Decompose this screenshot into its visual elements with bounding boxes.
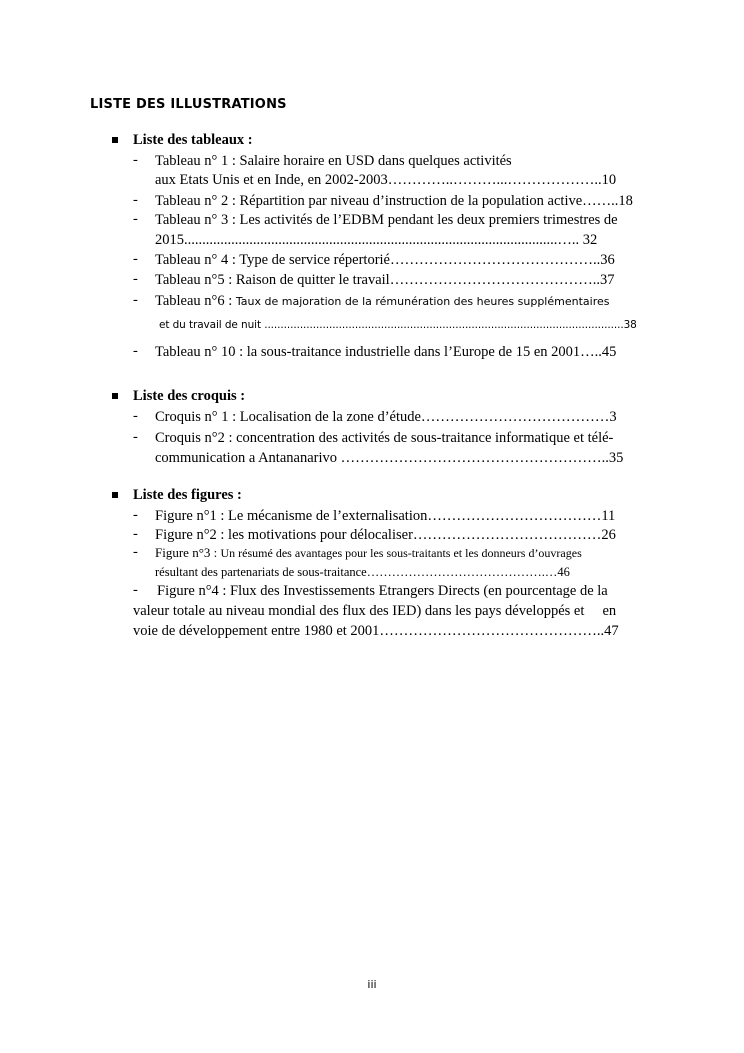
list-item-croquis-1: Croquis n° 1 : Localisation de la zone d’étude…………………………………3 bbox=[155, 409, 617, 425]
list-item-croquis-2-line2: communication a Antananarivo ………………………………………………..35 bbox=[155, 450, 624, 466]
dash: - bbox=[133, 211, 138, 227]
list-item-figure-4-line3: voie de développement entre 1980 et 2001………………………………………..47 bbox=[133, 623, 619, 639]
list-item-tableau-3-line2: 2015.......................................................................................................….. 32 bbox=[155, 232, 598, 248]
list-item-tableau-6-line1 bbox=[155, 292, 609, 310]
section-heading-tableaux: Liste des tableaux : bbox=[133, 132, 253, 148]
list-item-tableau-1-line2: aux Etats Unis et en Inde, en 2002-2003…………..………...………………..10 bbox=[155, 172, 617, 188]
dash: - bbox=[133, 429, 138, 445]
list-item-figure-1: Figure n°1 : Le mécanisme de l’externalisation………………………………11 bbox=[155, 508, 616, 524]
list-item-tableau-5: Tableau n°5 : Raison de quitter le travail……………………………………..37 bbox=[155, 272, 615, 288]
bullet-tableaux bbox=[112, 137, 118, 143]
list-item-figure-4-line1: Figure n°4 : Flux des Investissements Etrangers Directs (en pourcentage de la bbox=[157, 583, 608, 599]
section-heading-croquis: Liste des croquis : bbox=[133, 388, 246, 404]
list-item-tableau-6-line2: et du travail de nuit ...............................................................................................................38 bbox=[159, 319, 637, 331]
dash: - bbox=[133, 292, 138, 308]
dash: - bbox=[133, 526, 138, 542]
dash: - bbox=[133, 271, 138, 287]
dash: - bbox=[133, 408, 138, 424]
list-item-tableau-2: Tableau n° 2 : Répartition par niveau d’instruction de la population active……..18 bbox=[155, 193, 633, 209]
list-item-figure-3-line1 bbox=[155, 544, 582, 562]
list-item-tableau-1-line1: Tableau n° 1 : Salaire horaire en USD dans quelques activités bbox=[155, 153, 512, 169]
page-number: iii bbox=[367, 978, 377, 991]
bullet-figures bbox=[112, 492, 118, 498]
list-item-tableau-3-line1: Tableau n° 3 : Les activités de l’EDBM pendant les deux premiers trimestres de bbox=[155, 212, 618, 228]
tableau-6-number: Tableau n°6 : bbox=[155, 293, 236, 309]
section-heading-figures: Liste des figures : bbox=[133, 487, 242, 503]
dash: - bbox=[133, 251, 138, 267]
dash: - bbox=[133, 507, 138, 523]
figure-3-number: Figure n°3 : bbox=[155, 545, 221, 560]
list-item-figure-3-line2: résultant des partenariats de sous-traitance…………………………………….…46 bbox=[155, 565, 570, 579]
dash: - bbox=[133, 152, 138, 168]
figure-3-title: Un résumé des avantages pour les sous-traitants et les donneurs d’ouvrages bbox=[220, 546, 582, 560]
dash: - bbox=[133, 582, 138, 598]
list-item-tableau-4: Tableau n° 4 : Type de service répertorié……………………………………..36 bbox=[155, 252, 615, 268]
tableau-6-title: Taux de majoration de la rémunération des heures supplémentaires bbox=[235, 295, 610, 308]
dash: - bbox=[133, 343, 138, 359]
page-title: LISTE DES ILLUSTRATIONS bbox=[90, 97, 287, 112]
dash: - bbox=[133, 192, 138, 208]
bullet-croquis bbox=[112, 393, 118, 399]
list-item-croquis-2-line1: Croquis n°2 : concentration des activités de sous-traitance informatique et télé- bbox=[155, 430, 614, 446]
list-item-figure-4-line2: valeur totale au niveau mondial des flux des IED) dans les pays développés et en bbox=[133, 603, 617, 619]
list-item-figure-2: Figure n°2 : les motivations pour délocaliser…………………………………26 bbox=[155, 527, 616, 543]
dash: - bbox=[133, 544, 138, 560]
list-item-tableau-10: Tableau n° 10 : la sous-traitance industrielle dans l’Europe de 15 en 2001…..45 bbox=[155, 344, 617, 360]
